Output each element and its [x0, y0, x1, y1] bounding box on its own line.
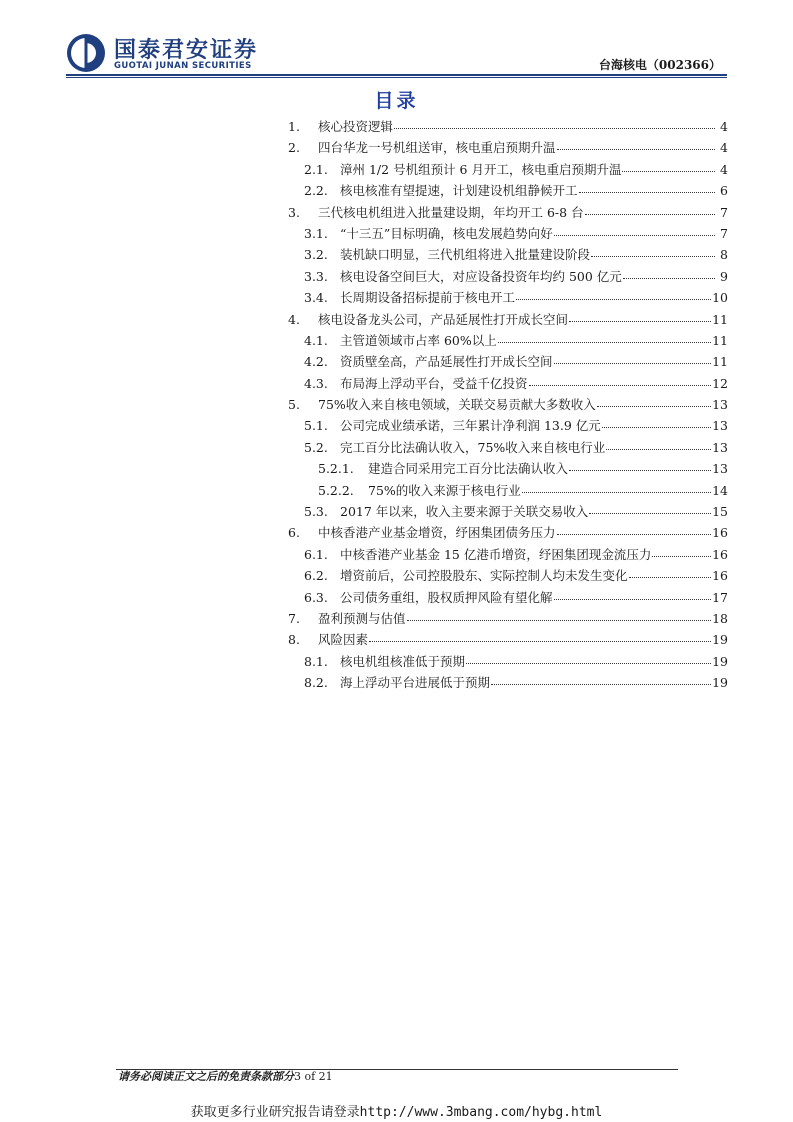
- toc-entry-number: 5.3.: [304, 504, 328, 520]
- toc-dot-leader: [554, 588, 712, 600]
- toc-entry[interactable]: [288, 203, 728, 224]
- toc-entry-number: 8.: [288, 632, 300, 648]
- toc-dot-leader: [491, 674, 711, 686]
- toc-entry[interactable]: [288, 310, 728, 331]
- toc-entry[interactable]: [288, 545, 728, 566]
- toc-entry-title: 核电设备龙头公司，产品延展性打开成长空间: [318, 311, 569, 327]
- toc-entry[interactable]: [288, 181, 728, 202]
- toc-entry-page: 8: [720, 247, 728, 263]
- footer-disclaimer: [118, 1068, 333, 1084]
- brand-name-en: GUOTAI JUNAN SECURITIES: [114, 61, 252, 71]
- page-header: [0, 0, 793, 80]
- toc-entry-number: 3.1.: [304, 225, 328, 241]
- toc-entry-number: 3.2.: [304, 247, 328, 263]
- toc-entry-page: 15: [712, 504, 728, 520]
- toc-entry-title: 漳州 1/2 号机组预计 6 月开工，核电重启预期升温: [340, 161, 622, 177]
- toc-entry-title: 75%收入来自核电领域，关联交易贡献大多数收入: [318, 397, 596, 413]
- toc-dot-leader: [407, 609, 712, 621]
- toc-entry-number: 1.: [288, 119, 300, 134]
- toc-entry-title: 四台华龙一号机组送审，核电重启预期升温: [318, 140, 556, 156]
- toc-entry-title: 中核香港产业基金增资，纾困集团债务压力: [318, 525, 556, 541]
- toc-dot-leader: [554, 224, 715, 236]
- toc-entry-title: 中核香港产业基金 15 亿港币增资，纾困集团现金流压力: [340, 546, 652, 562]
- toc-dot-leader: [585, 203, 715, 215]
- toc-entry-title: 公司完成业绩承诺，三年累计净利润 13.9 亿元: [340, 418, 601, 434]
- toc-entry[interactable]: [288, 566, 728, 587]
- toc-entry[interactable]: [288, 160, 728, 181]
- toc-entry-page: 4: [720, 119, 728, 134]
- disclaimer-text: 请务必阅读正文之后的免责条款部分: [118, 1070, 294, 1083]
- toc-dot-leader: [589, 502, 711, 514]
- toc-dot-leader: [606, 438, 711, 450]
- toc-entry[interactable]: [288, 331, 728, 352]
- table-of-contents: [288, 117, 728, 695]
- toc-entry-page: 18: [712, 610, 728, 626]
- toc-entry-page: 11: [712, 354, 728, 370]
- toc-dot-leader: [466, 652, 711, 664]
- toc-entry-title: 75%的收入来源于核电行业: [368, 482, 521, 498]
- toc-entry[interactable]: [288, 652, 728, 673]
- toc-entry-page: 13: [712, 418, 728, 434]
- toc-dot-leader: [554, 353, 712, 365]
- guotai-junan-logo-icon: [66, 33, 106, 73]
- toc-entry[interactable]: [288, 438, 728, 459]
- toc-entry-page: 4: [720, 140, 728, 156]
- brand-name-cn: 国泰君安证券: [114, 38, 259, 63]
- toc-entry-page: 19: [712, 675, 728, 691]
- toc-dot-leader: [498, 331, 711, 343]
- toc-entry-page: 14: [712, 482, 728, 498]
- toc-entry-number: 5.2.2.: [318, 482, 354, 498]
- toc-entry[interactable]: [288, 245, 728, 266]
- toc-entry-title: “十三五”目标明确，核电发展趋势向好: [340, 225, 553, 241]
- toc-entry-title: 盈利预测与估值: [318, 610, 406, 626]
- toc-dot-leader: [569, 310, 711, 322]
- toc-entry-page: 19: [712, 653, 728, 669]
- toc-entry-title: 增资前后，公司控股股东、实际控制人均未发生变化: [340, 568, 628, 584]
- toc-entry-title: 长周期设备招标提前于核电开工: [340, 290, 516, 306]
- toc-entry[interactable]: [288, 224, 728, 245]
- toc-entry-number: 2.: [288, 140, 300, 156]
- toc-entry-page: 6: [720, 183, 728, 199]
- toc-entry-number: 2.2.: [304, 183, 328, 199]
- toc-dot-leader: [516, 289, 711, 301]
- toc-entry-page: 7: [720, 225, 728, 241]
- toc-entry-title: 风险因素: [318, 632, 369, 648]
- toc-entry[interactable]: [288, 609, 728, 630]
- toc-dot-leader: [369, 631, 711, 643]
- toc-entry-page: 13: [712, 397, 728, 413]
- toc-dot-leader: [622, 160, 715, 172]
- toc-entry-title: 三代核电机组进入批量建设期，年均开工 6-8 台: [318, 204, 584, 220]
- toc-entry[interactable]: [288, 459, 728, 480]
- toc-entry[interactable]: [288, 523, 728, 544]
- toc-entry[interactable]: [288, 395, 728, 416]
- toc-dot-leader: [579, 182, 715, 194]
- toc-dot-leader: [557, 139, 715, 151]
- toc-entry-number: 5.1.: [304, 418, 328, 434]
- toc-entry-number: 7.: [288, 610, 300, 626]
- toc-entry-number: 5.2.: [304, 439, 328, 455]
- toc-entry-page: 11: [712, 332, 728, 348]
- toc-entry-title: 主管道领域市占率 60%以上: [340, 332, 497, 348]
- toc-entry[interactable]: [288, 374, 728, 395]
- toc-entry-page: 13: [712, 461, 728, 477]
- toc-entry[interactable]: [288, 673, 728, 694]
- toc-entry[interactable]: [288, 502, 728, 523]
- toc-entry[interactable]: [288, 117, 728, 138]
- toc-dot-leader: [522, 481, 711, 493]
- toc-dot-leader: [597, 395, 711, 407]
- toc-entry-page: 9: [720, 268, 728, 284]
- toc-entry-page: 16: [712, 546, 728, 562]
- toc-entry[interactable]: [288, 588, 728, 609]
- toc-entry-number: 4.2.: [304, 354, 328, 370]
- toc-entry-number: 5.2.1.: [318, 461, 354, 477]
- toc-entry-number: 6.2.: [304, 568, 328, 584]
- toc-entry-number: 8.2.: [304, 675, 328, 691]
- toc-dot-leader: [652, 545, 711, 557]
- header-divider: [66, 74, 727, 76]
- toc-entry[interactable]: [288, 352, 728, 373]
- toc-entry-number: 3.4.: [304, 290, 328, 306]
- toc-entry-title: 建造合同采用完工百分比法确认收入: [368, 461, 569, 477]
- toc-entry-number: 6.3.: [304, 589, 328, 605]
- toc-dot-leader: [394, 117, 715, 129]
- toc-entry-number: 3.3.: [304, 268, 328, 284]
- page-number: 3 of 21: [294, 1070, 333, 1083]
- download-link-text[interactable]: 获取更多行业研究报告请登录http://www.3mbang.com/hybg.html: [190, 1105, 603, 1120]
- toc-entry-number: 6.1.: [304, 546, 328, 562]
- toc-entry[interactable]: [288, 138, 728, 159]
- toc-entry-page: 17: [712, 589, 728, 605]
- toc-entry-page: 12: [712, 375, 728, 391]
- toc-dot-leader: [602, 417, 711, 429]
- toc-entry[interactable]: [288, 630, 728, 651]
- toc-entry-page: 11: [712, 311, 728, 327]
- toc-entry-number: 6.: [288, 525, 300, 541]
- toc-entry-page: 13: [712, 439, 728, 455]
- toc-dot-leader: [629, 567, 712, 579]
- toc-entry-title: 装机缺口明显，三代机组将进入批量建设阶段: [340, 247, 591, 263]
- toc-entry-number: 4.1.: [304, 332, 328, 348]
- toc-entry[interactable]: [288, 288, 728, 309]
- toc-entry-page: 10: [712, 290, 728, 306]
- toc-entry-page: 7: [720, 204, 728, 220]
- toc-entry-number: 8.1.: [304, 653, 328, 669]
- toc-entry-title: 核电机组核准低于预期: [340, 653, 466, 669]
- toc-entry-number: 4.: [288, 311, 300, 327]
- toc-entry-page: 16: [712, 568, 728, 584]
- toc-dot-leader: [623, 267, 715, 279]
- toc-entry-number: 4.3.: [304, 375, 328, 391]
- toc-title: 目录: [374, 90, 419, 112]
- toc-entry-page: 16: [712, 525, 728, 541]
- toc-dot-leader: [529, 374, 712, 386]
- toc-entry-title: 完工百分比法确认收入，75%收入来自核电行业: [340, 439, 606, 455]
- header-divider-thin: [66, 77, 727, 78]
- toc-entry-title: 核心投资逻辑: [318, 119, 394, 134]
- toc-entry-number: 5.: [288, 397, 300, 413]
- toc-entry[interactable]: [288, 267, 728, 288]
- toc-entry-title: 资质壁垒高，产品延展性打开成长空间: [340, 354, 553, 370]
- toc-entry-page: 19: [712, 632, 728, 648]
- toc-entry[interactable]: [288, 481, 728, 502]
- toc-entry-title: 核电设备空间巨大，对应设备投资年均约 500 亿元: [340, 268, 622, 284]
- toc-entry-title: 公司债务重组，股权质押风险有望化解: [340, 589, 553, 605]
- toc-entry-number: 3.: [288, 204, 300, 220]
- toc-dot-leader: [557, 524, 712, 536]
- toc-entry-title: 核电核准有望提速，计划建设机组静候开工: [340, 183, 578, 199]
- toc-dot-leader: [591, 246, 715, 258]
- toc-entry-title: 2017 年以来，收入主要来源于关联交易收入: [340, 504, 589, 520]
- toc-dot-leader: [569, 460, 711, 472]
- toc-entry[interactable]: [288, 416, 728, 437]
- toc-entry-page: 4: [720, 161, 728, 177]
- toc-entry-title: 海上浮动平台进展低于预期: [340, 675, 491, 691]
- toc-entry-number: 2.1.: [304, 161, 328, 177]
- stock-label: 台海核电（002366）: [598, 58, 721, 72]
- toc-entry-title: 布局海上浮动平台，受益千亿投资: [340, 375, 528, 391]
